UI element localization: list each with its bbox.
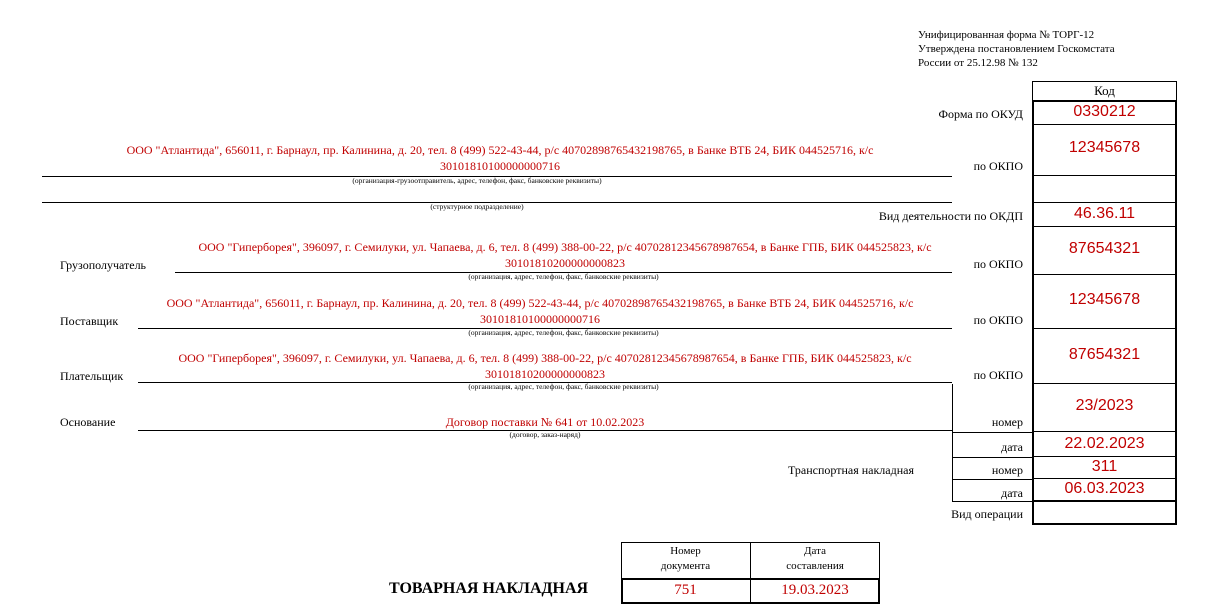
doc-date-value: 19.03.2023 (781, 582, 849, 598)
transport-date-label: дата (1001, 486, 1023, 500)
doc-number-value: 751 (674, 582, 697, 598)
doc-date-header: Дата составления (786, 545, 844, 572)
payer-hint: (организация, адрес, телефон, факс, банковские реквизиты) (468, 382, 659, 391)
consignee-okpo-value: 87654321 (1032, 227, 1177, 275)
operation-label: Вид операции (951, 507, 1023, 521)
payer-details: ООО "Гиперборея", 396097, г. Семилуки, ул. Чапаева, д. 6, тел. 8 (499) 388-00-22, р/с 40702812345678987654, в Банке ГПБ, БИК 044525823, к/с 30101810200000000823 (178, 351, 912, 381)
okdp-value: 46.36.11 (1032, 203, 1177, 227)
transport-date-value: 06.03.2023 (1032, 479, 1177, 502)
basis-label-divider (952, 384, 953, 502)
basis-details: Договор поставки № 641 от 10.02.2023 (445, 415, 645, 429)
shipper-okpo-label: по ОКПО (973, 159, 1023, 173)
consignee-hint: (организация, адрес, телефон, факс, банковские реквизиты) (468, 272, 659, 281)
shipper-details: ООО "Атлантида", 656011, г. Барнаул, пр. Калинина, д. 20, тел. 8 (499) 522-43-44, р/с 40702898765432198765, в Банке ВТБ 24, БИК 044525716, к/с 30101810100000000716 (126, 143, 874, 173)
dept-hint: (структурное подразделение) (430, 202, 524, 211)
okud-label: Форма по ОКУД (938, 107, 1023, 121)
payer-okpo-label: по ОКПО (973, 368, 1023, 382)
consignee-label: Грузополучатель (60, 258, 147, 272)
shipper-okpo-value: 12345678 (1032, 125, 1177, 176)
supplier-details: ООО "Атлантида", 656011, г. Барнаул, пр. Калинина, д. 20, тел. 8 (499) 522-43-44, р/с 40702898765432198765, в Банке ВТБ 24, БИК 044525716, к/с 30101810100000000716 (166, 296, 914, 326)
supplier-hint: (организация, адрес, телефон, факс, банковские реквизиты) (468, 328, 659, 337)
basis-hint: (договор, заказ-наряд) (509, 430, 581, 439)
transport-rule-mid (952, 479, 1032, 480)
basis-date-value: 22.02.2023 (1032, 432, 1177, 457)
form-header-line2: Утверждена постановлением Госкомстата (918, 43, 1115, 55)
code-header: Код (1032, 81, 1177, 101)
supplier-label: Поставщик (60, 314, 119, 328)
okdp-label: Вид деятельности по ОКДП (878, 209, 1023, 223)
transport-number-label: номер (991, 463, 1023, 477)
payer-label: Плательщик (60, 369, 124, 383)
transport-number-value: 311 (1032, 457, 1177, 479)
okud-value: 0330212 (1032, 101, 1177, 125)
shipper-hint: (организация-грузоотправитель, адрес, телефон, факс, банковские реквизиты) (352, 176, 602, 185)
document-title: ТОВАРНАЯ НАКЛАДНАЯ (389, 580, 589, 597)
payer-okpo-value: 87654321 (1032, 329, 1177, 384)
consignee-details: ООО "Гиперборея", 396097, г. Семилуки, ул. Чапаева, д. 6, тел. 8 (499) 388-00-22, р/с 40702812345678987654, в Банке ГПБ, БИК 044525823, к/с 30101810200000000823 (198, 240, 932, 270)
operation-value (1032, 502, 1177, 524)
consignee-okpo-label: по ОКПО (973, 257, 1023, 271)
basis-label: Основание (60, 415, 116, 429)
basis-number-label: номер (991, 415, 1023, 429)
transport-rule-top (952, 457, 1032, 458)
form-header-line1: Унифицированная форма № ТОРГ-12 (918, 29, 1095, 41)
basis-date-rule (952, 432, 1032, 433)
basis-number-value: 23/2023 (1032, 384, 1177, 432)
basis-date-label: дата (1001, 440, 1023, 454)
doc-number-header: Номер документа (660, 545, 711, 572)
supplier-okpo-value: 12345678 (1032, 275, 1177, 329)
supplier-okpo-label: по ОКПО (973, 313, 1023, 327)
transport-rule-bottom (952, 501, 1032, 502)
form-header (918, 28, 1115, 70)
form-header-line3: России от 25.12.98 № 132 (918, 57, 1038, 69)
dept-code-value (1032, 176, 1177, 203)
transport-label: Транспортная накладная (788, 463, 914, 477)
